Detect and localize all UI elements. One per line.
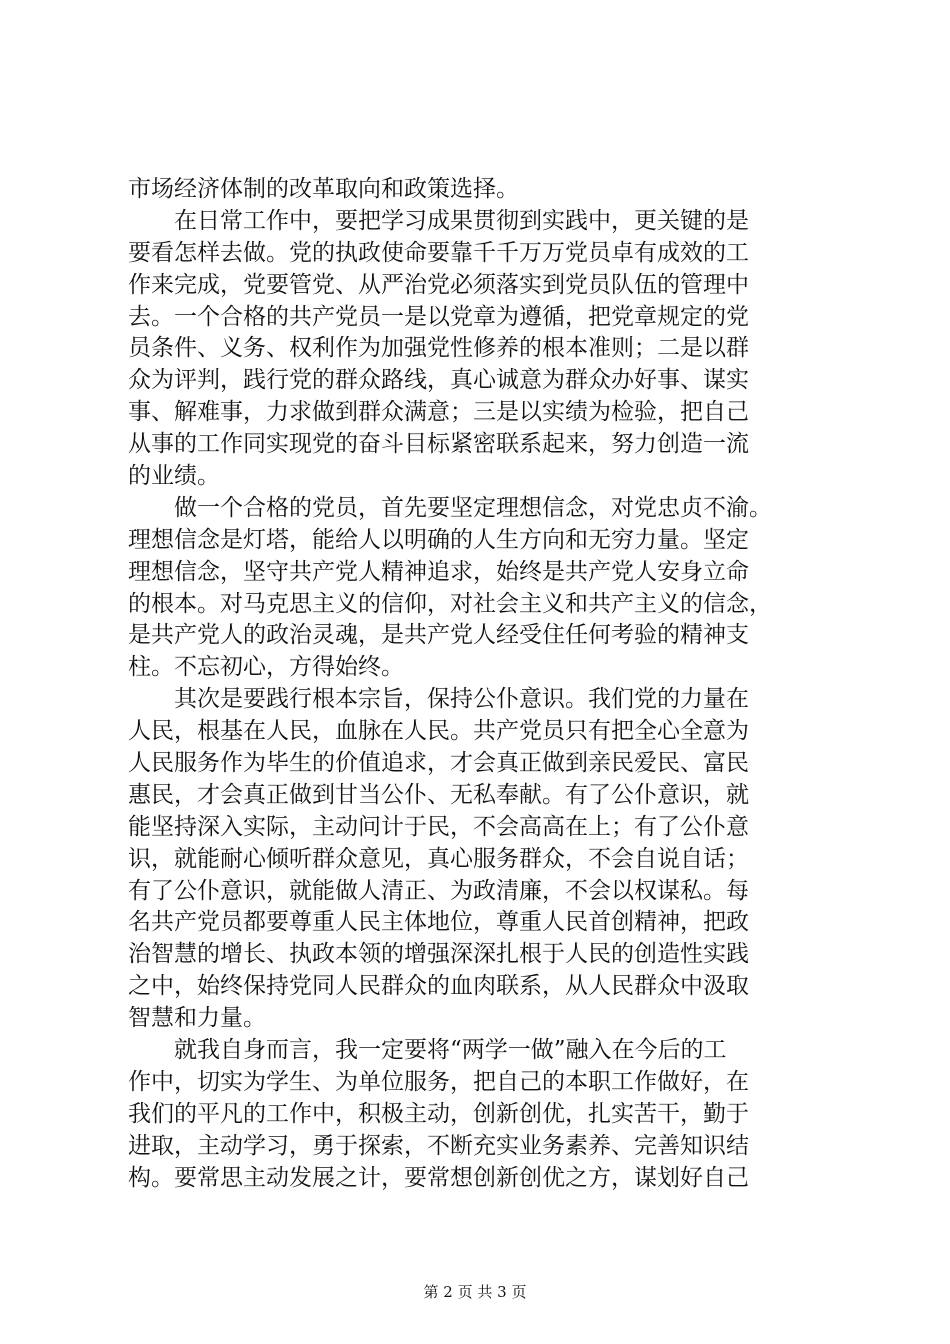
text-line: 治智慧的增长、执政本领的增强深深扎根于人民的创造性实践 [128,941,749,968]
text-line: 作来完成，党要管党、从严治党必须落实到党员队伍的管理中 [128,271,749,298]
text-line: 要看怎样去做。党的执政使命要靠千千万万党员卓有成效的工 [128,239,749,266]
text-line: 柱。不忘初心，方得始终。 [128,654,404,681]
text-line: 理想信念，坚守共产党人精神追求，始终是共产党人安身立命 [128,558,749,585]
text-line: 市场经济体制的改革取向和政策选择。 [128,176,519,202]
text-line: 事、解难事，力求做到群众满意；三是以实绩为检验，把自己 [128,399,749,426]
text-line: 众为评判，践行党的群众路线，真心诚意为群众办好事、谋实 [128,367,749,394]
text-line: 识，就能耐心倾听群众意见，真心服务群众，不会自说自话； [128,845,749,872]
text-line: 之中，始终保持党同人民群众的血肉联系，从人民群众中汲取 [128,973,749,1000]
text-line: 人民服务作为毕生的价值追求，才会真正做到亲民爱民、富民 [128,750,749,777]
text-line: 做一个合格的党员，首先要坚定理想信念，对党忠贞不渝。 [128,494,772,521]
text-line: 去。一个合格的共产党员一是以党章为遵循，把党章规定的党 [128,303,749,330]
text-line: 人民，根基在人民，血脉在人民。共产党员只有把全心全意为 [128,718,749,745]
text-line: 作中，切实为学生、为单位服务，把自己的本职工作做好，在 [128,1068,749,1095]
text-line: 理想信念是灯塔，能给人以明确的人生方向和无穷力量。坚定 [128,526,749,553]
text-line: 能坚持深入实际，主动问计于民，不会高高在上；有了公仆意 [128,813,749,840]
text-line: 有了公仆意识，就能做人清正、为政清廉，不会以权谋私。每 [128,877,749,904]
text-line: 是共产党人的政治灵魂，是共产党人经受住任何考验的精神支 [128,622,749,649]
page-number-footer: 第 2 页 共 3 页 [423,1283,527,1301]
text-line: 员条件、义务、权利作为加强党性修养的根本准则；二是以群 [128,335,749,362]
text-line: 的业绩。 [128,463,220,490]
text-line: 在日常工作中，要把学习成果贯彻到实践中，更关键的是 [128,207,749,234]
text-line: 进取，主动学习，勇于探索，不断充实业务素养、完善知识结 [128,1132,749,1159]
text-line: 我们的平凡的工作中，积极主动，创新创优，扎实苦干，勤于 [128,1100,749,1127]
text-line: 从事的工作同实现党的奋斗目标紧密联系起来，努力创造一流 [128,431,749,458]
text-line: 构。要常思主动发展之计，要常想创新创优之方，谋划好自己 [128,1164,749,1191]
text-line: 的根本。对马克思主义的信仰，对社会主义和共产主义的信念， [128,590,772,617]
text-line: 智慧和力量。 [128,1005,266,1032]
text-line: 就我自身而言，我一定要将“两学一做”融入在今后的工 [128,1037,727,1064]
text-line: 其次是要践行根本宗旨，保持公仆意识。我们党的力量在 [128,686,749,713]
text-line: 名共产党员都要尊重人民主体地位，尊重人民首创精神，把政 [128,909,749,936]
text-line: 惠民，才会真正做到甘当公仆、无私奉献。有了公仆意识，就 [128,781,749,808]
document-body [128,174,828,1195]
